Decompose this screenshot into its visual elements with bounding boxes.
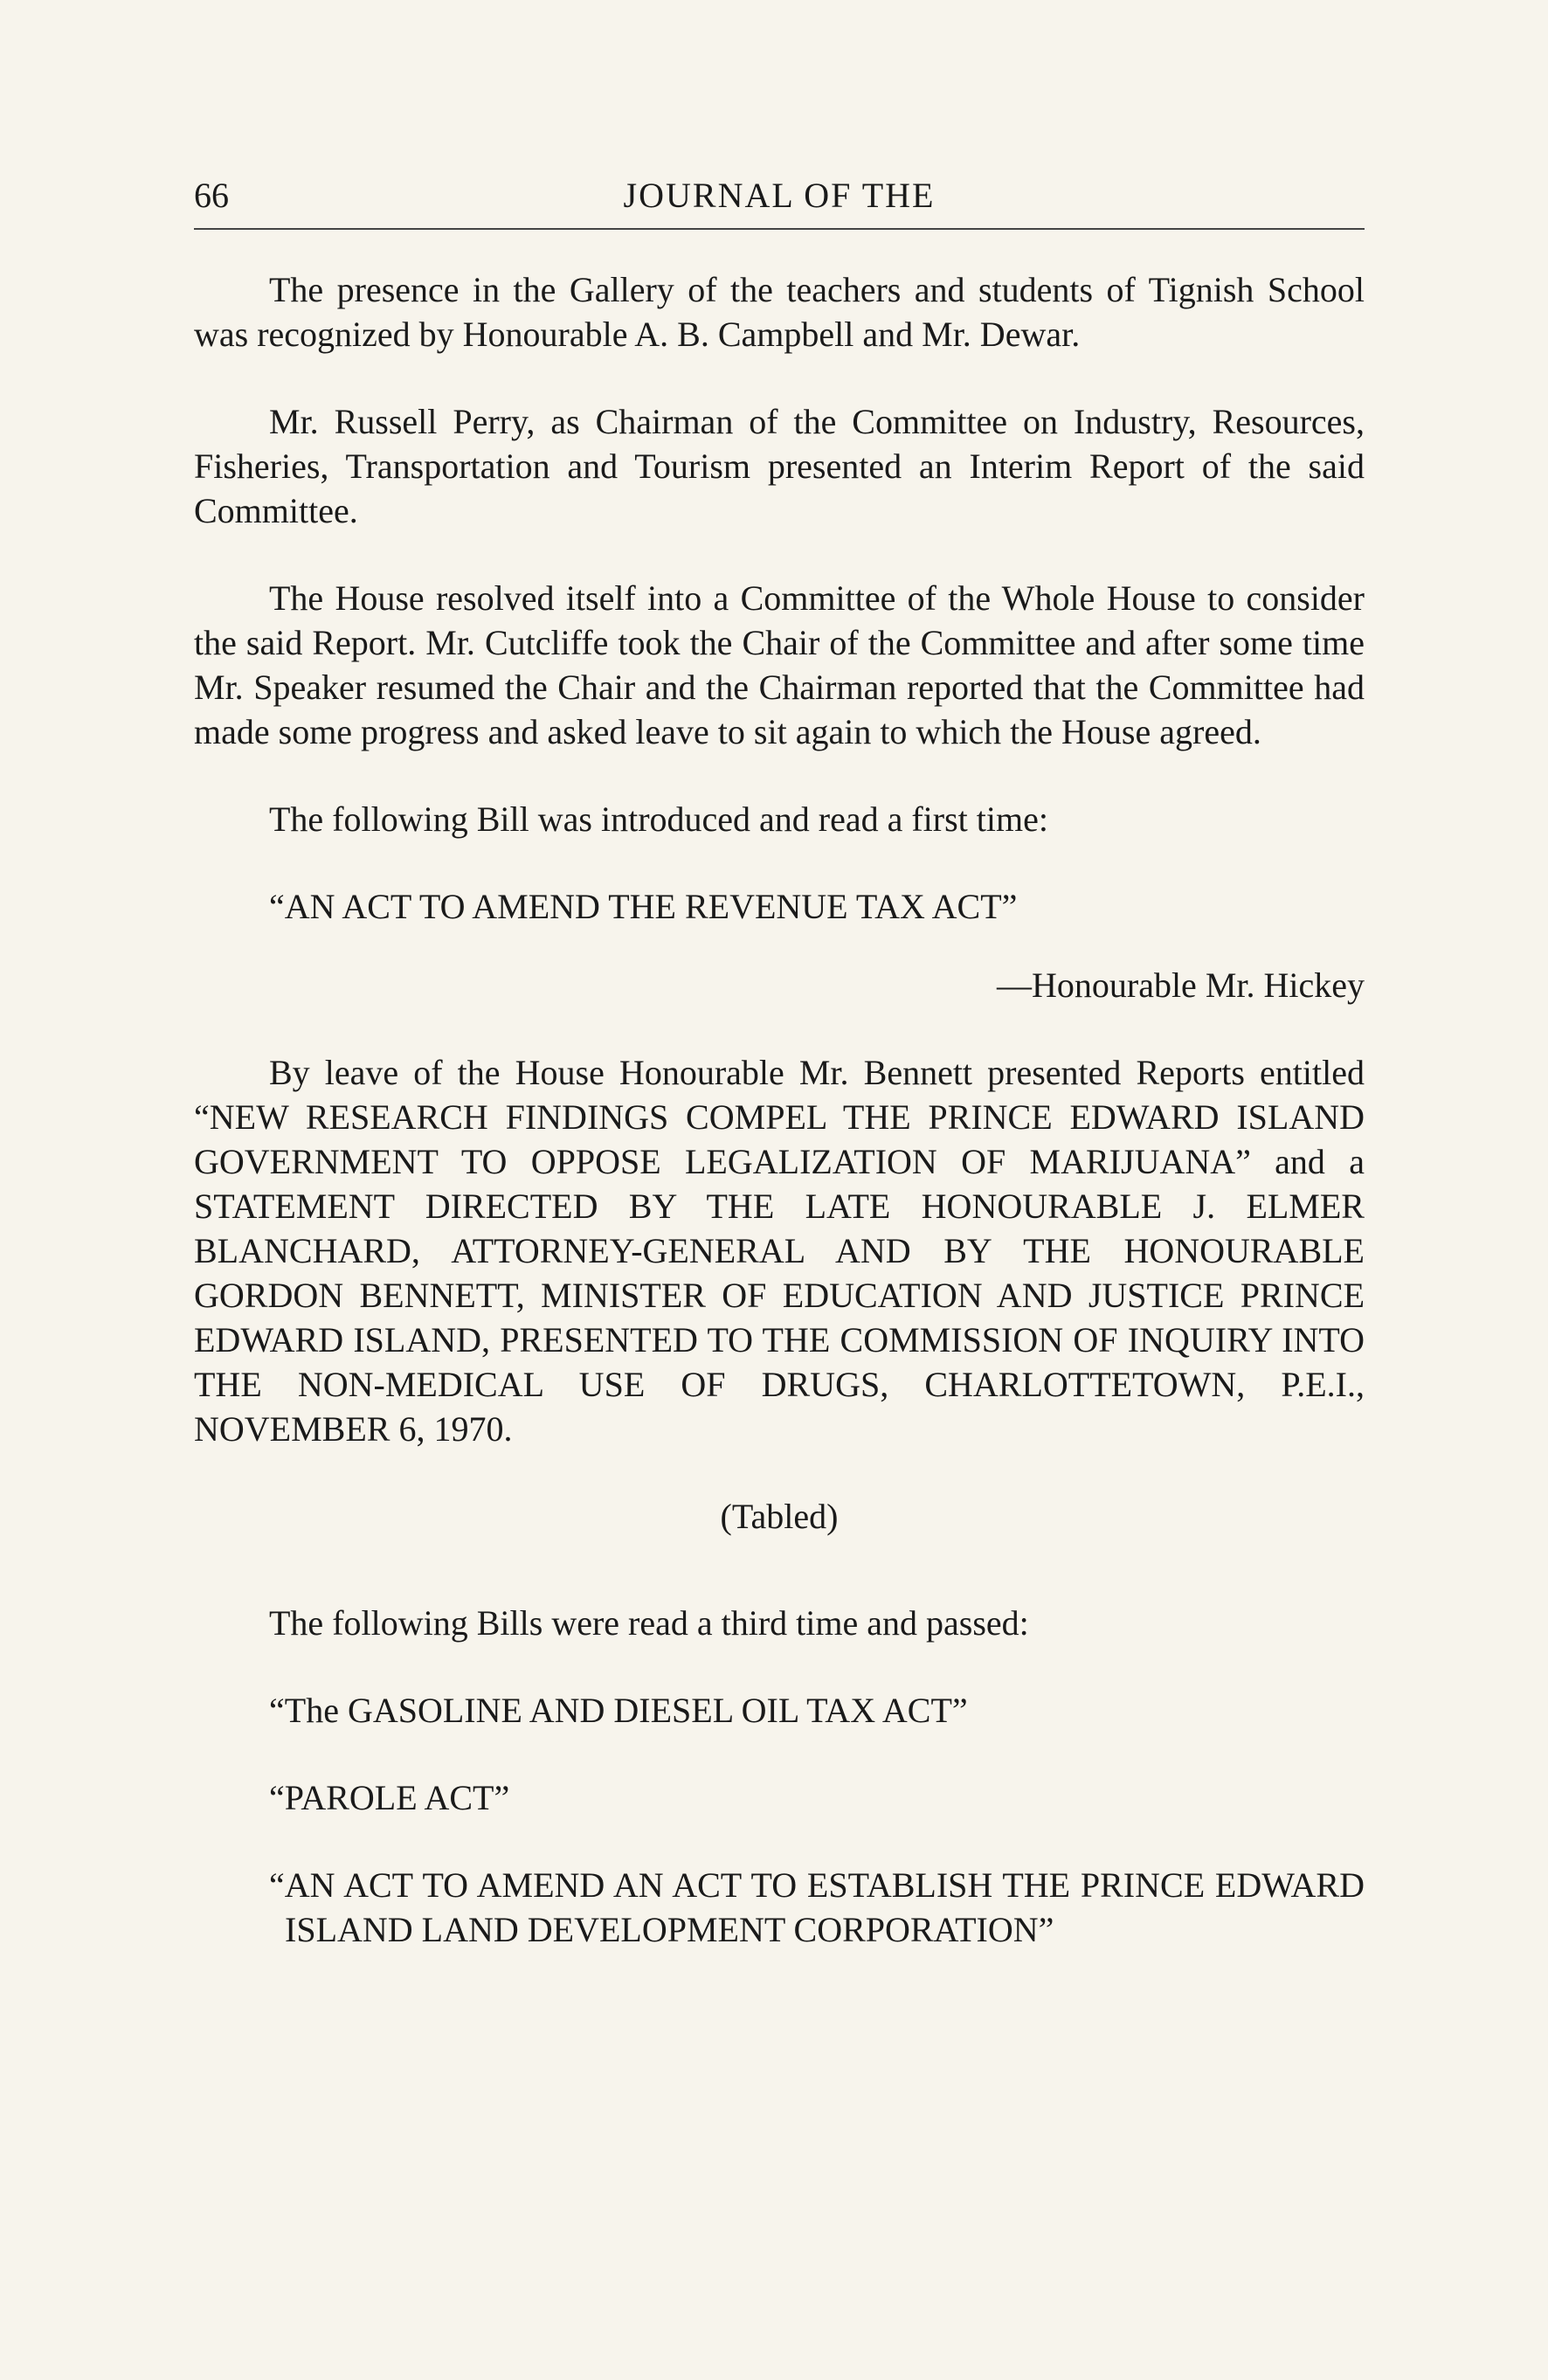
bill-parole-act: “PAROLE ACT” (269, 1778, 510, 1817)
page-number: 66 (194, 176, 229, 215)
bill-land-development-corporation: “AN ACT TO AMEND AN ACT TO ESTABLISH THE PRINCE EDWARD ISLAND LAND DEVELOPMENT CORPORATION” (269, 1865, 1365, 1949)
bill-revenue-tax-act: “AN ACT TO AMEND THE REVENUE TAX ACT” (269, 887, 1018, 926)
paragraph-gallery-recognition: The presence in the Gallery of the teachers and students of Tignish School was recognized by Honourable A. B. Campbell and Mr. Dewar. (194, 270, 1365, 354)
bill-sponsor: —Honourable Mr. Hickey (996, 965, 1365, 1005)
paragraph-interim-report: Mr. Russell Perry, as Chairman of the Committee on Industry, Resources, Fisheries, Transportation and Tourism presented an Interim Report of the said Committee. (194, 402, 1365, 530)
running-head: JOURNAL OF THE (623, 176, 936, 215)
page-header (194, 170, 1365, 222)
header-rule (194, 228, 1365, 230)
paragraph-committee-whole-house: The House resolved itself into a Committee of the Whole House to consider the said Report. Mr. Cutcliffe took the Chair of the Committee and after some time Mr. Speaker resumed the Chair and the Chairman reported that the Committee had made some progress and asked leave to sit again to which the House agreed. (194, 578, 1365, 751)
page-body (194, 267, 1365, 1995)
bill-gasoline-diesel-oil-tax-act: “The GASOLINE AND DIESEL OIL TAX ACT” (269, 1691, 968, 1730)
paragraph-reports-presented: By leave of the House Honourable Mr. Bennett presented Reports entitled “NEW RESEARCH FINDINGS COMPEL THE PRINCE EDWARD ISLAND GOVERNMENT TO OPPOSE LEGALIZATION OF MARIJUANA” and a STATEMENT DIRECTED BY THE LATE HONOURABLE J. ELMER BLANCHARD, ATTORNEY-GENERAL AND BY THE HONOURABLE GORDON BENNETT, MINISTER OF EDUCATION AND JUSTICE PRINCE EDWARD ISLAND, PRESENTED TO THE COMMISSION OF INQUIRY INTO THE NON-MEDICAL USE OF DRUGS, CHARLOTTETOWN, P.E.I., NOVEMBER 6, 1970. (194, 1053, 1365, 1449)
paragraph-third-reading-intro: The following Bills were read a third time and passed: (269, 1603, 1029, 1643)
paragraph-first-reading-intro: The following Bill was introduced and read a first time: (269, 799, 1048, 839)
tabled-note: (Tabled) (720, 1497, 839, 1536)
